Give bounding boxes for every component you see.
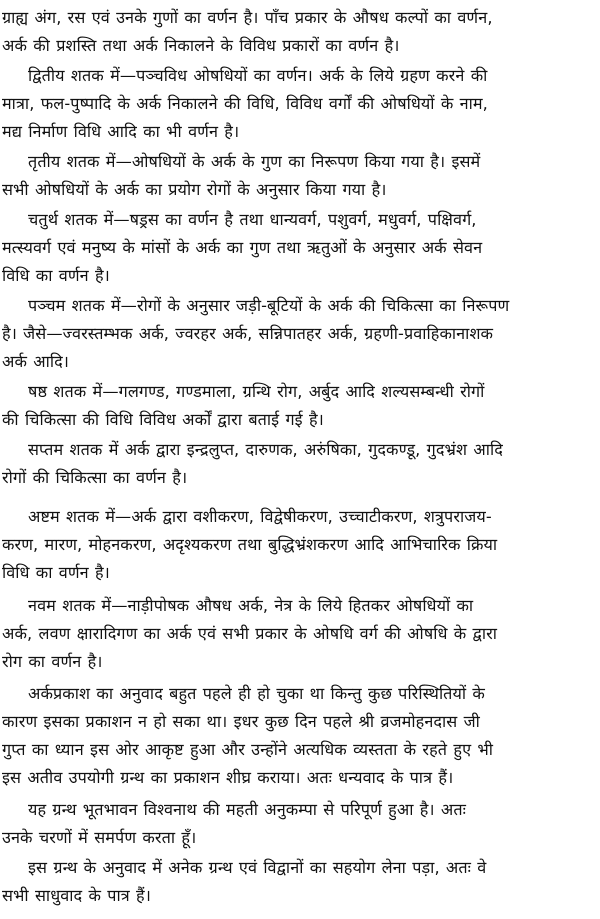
- text-line: अर्क आदि।: [2, 352, 70, 371]
- text-line: अर्कप्रकाश का अनुवाद बहुत पहले ही हो चुका था किन्तु कुछ परिस्थितियों के: [28, 684, 485, 703]
- text-line: इस ग्रन्थ के अनुवाद में अनेक ग्रन्थ एवं विद्वानों का सहयोग लेना पड़ा, अतः वे: [28, 858, 487, 877]
- text-line: रोगों की चिकित्सा का वर्णन है।: [2, 468, 188, 487]
- paragraph-eighth-shatak: [2, 503, 598, 587]
- text-line: सभी ओषधियों के अर्क का प्रयोग रोगों के अनुसार किया गया है।: [2, 180, 387, 199]
- text-line: विधि का वर्णन है।: [2, 563, 110, 582]
- text-line: तृतीय शतक में—ओषधियों के अर्क के गुण का निरूपण किया गया है। इसमें: [28, 152, 481, 171]
- text-line: सभी साधुवाद के पात्र हैं।: [2, 886, 151, 905]
- text-line: गुप्त का ध्यान इस ओर आकृष्ट हुआ और उन्होंने अत्यधिक व्यस्तता के रहते हुए भी: [2, 740, 494, 759]
- text-line: अष्टम शतक में—अर्क द्वारा वशीकरण, विद्वेषीकरण, उच्चाटीकरण, शत्रुपराजय-: [28, 507, 492, 526]
- text-line: द्वितीय शतक में—पञ्चविध ओषधियों का वर्णन। अर्क के लिये ग्रहण करने की: [28, 66, 488, 85]
- text-line: अर्क की प्रशस्ति तथा अर्क निकालने के विविध प्रकारों का वर्णन है।: [2, 36, 400, 55]
- text-line: की चिकित्सा की विधि विविध अर्कों द्वारा बताई गई है।: [2, 410, 324, 429]
- text-line: उनके चरणों में समर्पण करता हूँ।: [2, 828, 197, 847]
- text-line: विधि का वर्णन है।: [2, 266, 110, 285]
- text-line: मद्य निर्माण विधि आदि का भी वर्णन है।: [2, 122, 240, 141]
- text-line: चतुर्थ शतक में—षड्रस का वर्णन है तथा धान्यवर्ग, पशुवर्ग, मधुवर्ग, पक्षिवर्ग,: [28, 210, 477, 229]
- paragraph-third-shatak: [2, 148, 598, 204]
- text-line: है। जैसे—ज्वरस्तम्भक अर्क, ज्वरहर अर्क, सन्निपातहर अर्क, ग्रहणी-प्रवाहिकानाशक: [2, 324, 494, 343]
- text-line: इस अतीव उपयोगी ग्रन्थ का प्रकाशन शीघ्र कराया। अतः धन्यवाद के पात्र हैं।: [2, 768, 454, 787]
- text-line: कारण इसका प्रकाशन न हो सका था। इधर कुछ दिन पहले श्री व्रजमोहनदास जी: [2, 712, 480, 731]
- text-line: सप्तम शतक में अर्क द्वारा इन्द्रलुप्त, दारुणक, अरुंषिका, गुदकण्डू, गुदभ्रंश आदि: [28, 440, 503, 459]
- paragraph-dedication: [2, 796, 598, 852]
- text-line: मत्स्यवर्ग एवं मनुष्य के मांसों के अर्क का गुण तथा ऋतुओं के अनुसार अर्क सेवन: [2, 238, 483, 257]
- text-line: करण, मारण, मोहनकरण, अदृश्यकरण तथा बुद्धिभ्रंशकरण आदि आभिचारिक क्रिया: [2, 535, 498, 554]
- text-line: नवम शतक में—नाड़ीपोषक औषध अर्क, नेत्र के लिये हितकर ओषधियों का: [28, 596, 474, 615]
- text-line: अर्क, लवण क्षारादिगण का अर्क एवं सभी प्रकार के ओषधि वर्ग की ओषधि के द्वारा: [2, 624, 498, 643]
- paragraph-second-shatak: [2, 62, 598, 146]
- text-line: पञ्चम शतक में—रोगों के अनुसार जड़ी-बूटियों के अर्क की चिकित्सा का निरूपण: [28, 296, 510, 315]
- text-line: यह ग्रन्थ भूतभावन विश्वनाथ की महती अनुकम्पा से परिपूर्ण हुआ है। अतः: [28, 800, 466, 819]
- text-line: ग्राह्य अंग, रस एवं उनके गुणों का वर्णन है। पाँच प्रकार के औषध कल्पों का वर्णन,: [2, 8, 493, 27]
- paragraph-fourth-shatak: [2, 206, 598, 290]
- text-line: रोग का वर्णन है।: [2, 652, 103, 671]
- paragraph-seventh-shatak: [2, 436, 598, 492]
- paragraph-fifth-shatak: [2, 292, 598, 376]
- paragraph-sixth-shatak: [2, 378, 598, 434]
- paragraph-publication: [2, 680, 598, 792]
- text-line: मात्रा, फल-पुष्पादि के अर्क निकालने की विधि, विविध वर्गों की ओषधियों के नाम,: [2, 94, 488, 113]
- paragraph-intro: [2, 4, 598, 60]
- paragraph-acknowledgement: [2, 854, 598, 910]
- text-line: षष्ठ शतक में—गलगण्ड, गण्डमाला, ग्रन्थि रोग, अर्बुद आदि शल्यसम्बन्धी रोगों: [28, 382, 485, 401]
- paragraph-ninth-shatak: [2, 592, 598, 676]
